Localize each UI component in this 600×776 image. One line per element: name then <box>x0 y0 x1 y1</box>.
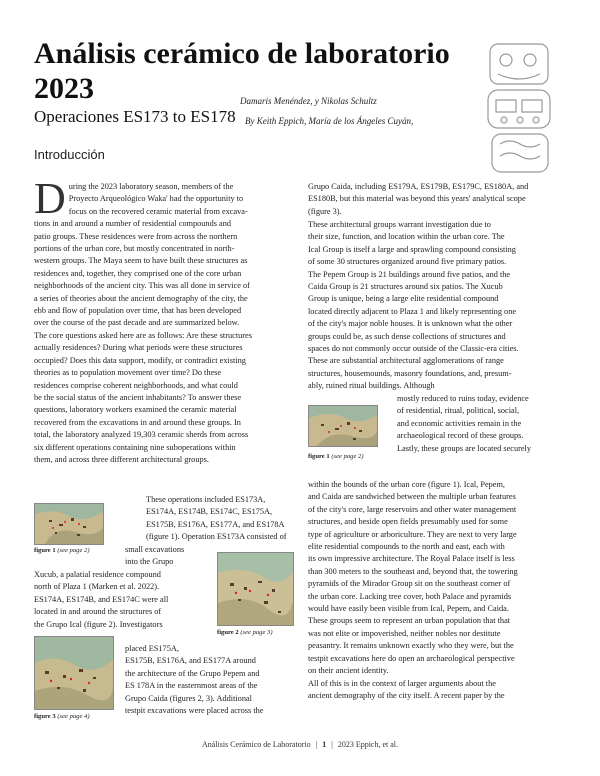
text-line: ancient demography of the city itself. A recent paper by the <box>308 690 505 700</box>
right-column-block-d <box>308 479 566 702</box>
text-line: The Pepem Group is 21 buildings around five patios, and the <box>308 269 511 279</box>
text-line: placed ES175A, <box>125 644 179 653</box>
text-line: theories as to population movement over time? Do these <box>34 368 222 378</box>
text-line: over the course of the past decade and are summarized below. <box>34 318 240 328</box>
text-line: These groups seem to represent an urban population that that <box>308 616 511 626</box>
text-line: ES180B, but this material was beyond this years' analytical scope <box>308 194 526 204</box>
figure-1-caption <box>34 547 90 554</box>
text-line: These are substantial architectural agglomerations of range <box>308 356 504 366</box>
text-line: ES175B, ES176A, and ES177A around <box>125 656 256 666</box>
text-line: Caida Group is 21 structures around six patios. The Xucub <box>308 282 503 292</box>
title-line-2: 2023 <box>34 72 94 105</box>
text-line: These operations included ES173A, <box>146 495 266 504</box>
text-line: spaces do not commonly occur outside of the Classic-era cities. <box>308 344 519 354</box>
maya-glyph-ornament <box>484 40 556 176</box>
text-line: recovered from the excavations in and around these groups. In <box>34 417 241 427</box>
text-line: testpit excavations here do open an archaeological perspective <box>308 653 515 663</box>
text-line: six different operations containing nine suboperations within <box>34 442 236 452</box>
text-line: residences comprise coherent neighborhoods, and what could <box>34 380 238 390</box>
text-line: neighborhoods of the ancient city. This was all done in service of <box>34 281 250 291</box>
text-line: and economic activities remain in the <box>397 418 522 428</box>
text-line: them, and across three different architectural groups. <box>34 454 209 464</box>
drop-cap: D <box>34 174 66 223</box>
page-number: 1 <box>322 740 327 749</box>
text-line: patio groups. These residences were from across the northern <box>34 231 238 241</box>
figure-label: figure 3 <box>34 713 56 720</box>
text-line: (figure 3). <box>308 206 342 216</box>
text-line: their size, function, and location within the urban core. The <box>308 232 505 242</box>
text-line: actually residences? During what periods were these structures <box>34 343 243 353</box>
text-line: ably, ruined ritual buildings. Although <box>308 381 435 391</box>
text-line: elite residential compounds to the north and east, each with <box>308 542 505 552</box>
text-line: The core questions asked here are as follows: Are these structures <box>34 330 252 340</box>
left-column-block-a <box>34 174 292 466</box>
text-line: structures, housemounds, masonry foundations, and, presum- <box>308 368 512 378</box>
text-line: archaeological record of these groups. <box>397 431 524 441</box>
map-image <box>35 637 113 709</box>
title-line-1: Análisis cerámico de laboratorio <box>34 37 450 70</box>
text-line: focus on the recovered ceramic material from excava- <box>68 206 248 216</box>
right-column-block-b <box>308 219 566 393</box>
text-line: peasantry. It remains unknown exactly who they were, but the <box>308 641 514 651</box>
text-line: would have easily been visible from Ical, Pepem, and Caida. <box>308 604 509 614</box>
figure-2-thumbnail[interactable] <box>217 552 294 626</box>
text-line: the architecture of the Grupo Pepem and <box>125 668 260 678</box>
text-line: be the social status of the ancient inhabitants? To answer these <box>34 392 242 402</box>
figure-label: figure 2 <box>217 629 239 636</box>
right-column-block-a <box>308 181 566 218</box>
text-line: ES174A, ES174B, ES174C, ES175A, <box>146 507 273 517</box>
left-column-block-e <box>125 643 292 717</box>
map-image <box>218 553 293 625</box>
figure-label: figure 1 <box>308 453 330 460</box>
text-line: ebb and flow of population over time, that has been developed <box>34 306 242 316</box>
footer-title: Análisis Cerámico de Laboratorio <box>201 740 311 749</box>
text-line: groups could be, as such dense collections of structures and <box>308 331 506 341</box>
text-line: residences and, together, they comprised one of the core urban <box>34 268 242 278</box>
section-heading-introduccion: Introducción <box>34 147 105 162</box>
text-line: north of Plaza 1 (Marken et al. 2022). <box>34 582 160 592</box>
page-footer: Análisis Cerámico de Laboratorio | 1 | 2023 Eppich, et al. <box>201 740 399 749</box>
text-line: pyramids of the Mirador Group sit on the southeast corner of <box>308 579 511 589</box>
text-line: was not elite or impoverished, neither nobles nor destitute <box>308 628 501 638</box>
text-line: All of this is in the context of larger arguments about the <box>308 678 496 688</box>
text-line: tions in and around a number of residential compounds and <box>34 219 232 229</box>
text-line: on their ancient identity. <box>308 666 389 676</box>
text-line: Ical Group is itself a large and sprawling compound consisting <box>308 244 516 254</box>
figure-3-caption <box>34 713 90 720</box>
text-line: into the Grupo <box>125 557 174 567</box>
text-line: western groups. The Maya seem to have built these structures as <box>34 256 248 266</box>
text-line: Grupo Caida (figures 2, 3). Additional <box>125 693 252 703</box>
text-line: of the city's core, large reservoirs and other water management <box>308 504 517 514</box>
left-column-block-c <box>125 544 215 569</box>
text-line: within the bounds of the urban core (figure 1). Ical, Pepem, <box>308 480 505 489</box>
figure-1-caption-right <box>308 453 364 460</box>
figure-label: figure 1 <box>34 547 56 554</box>
text-line: of residential, ritual, political, social, <box>397 406 520 416</box>
right-column-block-c <box>397 393 566 455</box>
text-line: Xucub, a palatial residence compound <box>34 570 161 579</box>
figure-page-ref: (see page 2) <box>57 547 90 554</box>
text-line: Grupo Caida, including ES179A, ES179B, ES179C, ES180A, and <box>308 182 529 191</box>
map-image <box>309 406 377 446</box>
text-line: the urban core. Lacking tree cover, both Palace and pyramids <box>308 591 512 601</box>
page-subtitle: Operaciones ES173 to ES178 <box>34 107 236 126</box>
text-line: of some 30 structures organized around five primary patios. <box>308 257 507 267</box>
text-line: located in and around the structures of <box>34 607 162 617</box>
text-line: uring the 2023 laboratory season, members of the <box>68 182 234 191</box>
text-line: ES174A, ES174B, and ES174C were all <box>34 594 169 604</box>
map-image <box>35 504 103 544</box>
text-line: structures, and beside open fields presumably used for some <box>308 517 508 527</box>
footer-citation: 2023 Eppich, et al. <box>337 740 399 749</box>
text-line: questions, laboratory workers examined the ceramic material <box>34 405 237 415</box>
text-line: type of agriculture or arboriculture. They are next to very large <box>308 529 517 539</box>
text-line: Lastly, these groups are located securely <box>397 443 532 453</box>
text-line: mostly reduced to ruins today, evidence <box>397 394 529 403</box>
text-line: of the city's major noble houses. It is unknown what the other <box>308 319 513 329</box>
figure-1-thumbnail-right[interactable] <box>308 405 378 447</box>
figure-page-ref: (see page 3) <box>240 629 273 636</box>
text-line: and Caida are sandwiched between the multiple urban features <box>308 492 516 502</box>
text-line: a series of theories about the ancient demography of the city, the <box>34 293 248 303</box>
text-line: Group is unique, being a large elite residential compound <box>308 294 499 304</box>
text-line: testpit excavations were placed across the <box>125 706 264 716</box>
figure-page-ref: (see page 2) <box>331 453 364 460</box>
text-line: its own impressive architecture. The Royal Palace itself is less <box>308 554 515 564</box>
text-line: ES175B, ES176A, ES177A, and ES178A <box>146 519 285 529</box>
text-line: (figure 1). Operation ES173A consisted of <box>146 532 287 542</box>
author-line-1: Damaris Menéndez, y Nikolas Schultz <box>240 96 377 106</box>
figure-3-thumbnail[interactable] <box>34 636 114 710</box>
text-line: small excavations <box>125 545 185 554</box>
figure-2-caption <box>217 629 273 636</box>
text-line: the Grupo Ical (figure 2). Investigators <box>34 619 163 629</box>
text-line: These architectural groups warrant investigation due to <box>308 220 491 229</box>
text-line: portions of the urban core, but mostly concentrated in north- <box>34 244 235 254</box>
text-line: total, the laboratory analyzed 19,303 ceramic sherds from across <box>34 430 249 440</box>
author-line-2: By Keith Eppich, María de los Ángeles Cuyán, <box>245 116 414 126</box>
text-line: located directly adjacent to Plaza 1 and likely representing one <box>308 306 517 316</box>
figure-1-thumbnail[interactable] <box>34 503 104 545</box>
left-column-block-b <box>146 494 292 544</box>
text-line: than 300 meters to the southeast and, beyond that, the towering <box>308 566 518 576</box>
text-line: Proyecto Arqueológico Waka' had the opportunity to <box>68 194 244 204</box>
figure-page-ref: (see page 4) <box>57 713 90 720</box>
text-line: ES 178A in the easternmost areas of the <box>125 681 258 691</box>
text-line: occupied? Does this data support, modify, or contradict existing <box>34 355 246 365</box>
left-column-block-d <box>34 569 214 631</box>
